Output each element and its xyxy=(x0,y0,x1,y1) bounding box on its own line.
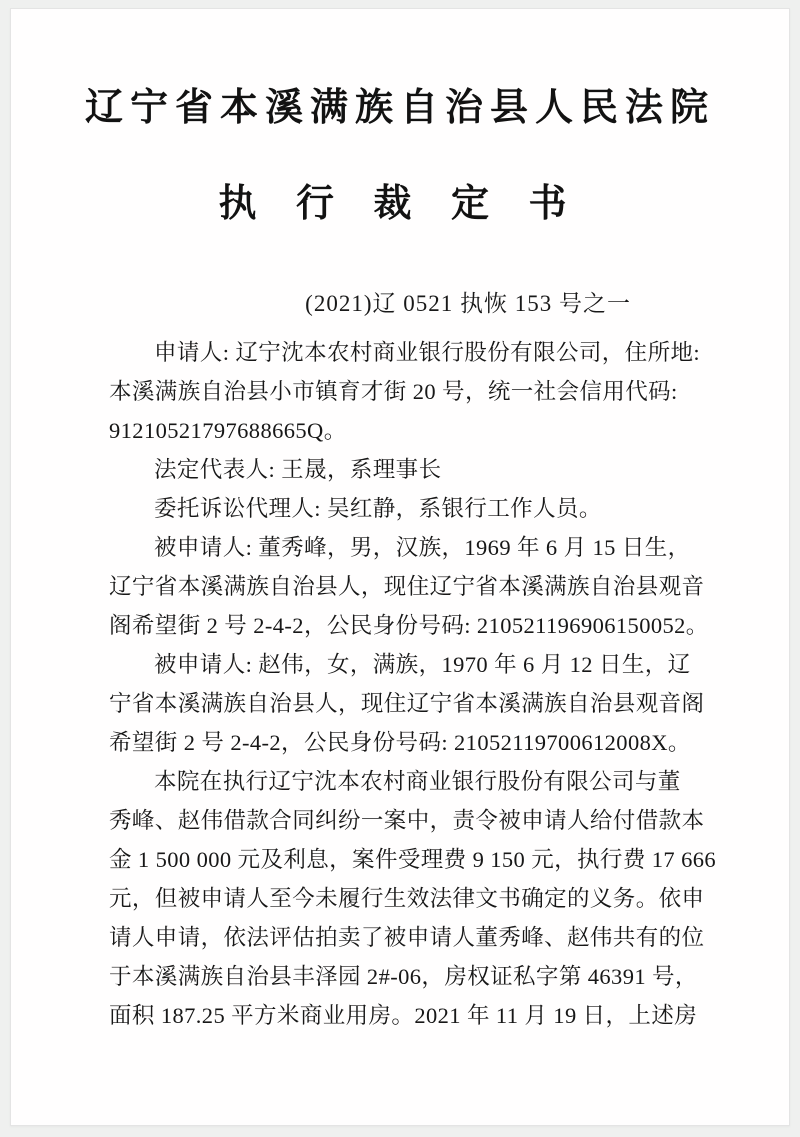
doc-line: 秀峰、赵伟借款合同纠纷一案中，责令被申请人给付借款本 xyxy=(109,808,705,834)
doc-line: 被申请人: 董秀峰，男，汉族，1969 年 6 月 15 日生， xyxy=(154,535,691,561)
doc-line: 申请人: 辽宁沈本农村商业银行股份有限公司，住所地: xyxy=(154,340,701,366)
doc-line: 法定代表人: 王晟，系理事长 xyxy=(154,457,442,483)
doc-line: 委托诉讼代理人: 吴红静，系银行工作人员。 xyxy=(154,496,602,522)
court-name-title: 辽宁省本溪满族自治县人民法院 xyxy=(84,87,715,129)
doc-line: 91210521797688665Q。 xyxy=(109,418,347,444)
doc-line: 元，但被申请人至今未履行生效法律文书确定的义务。依申 xyxy=(109,886,705,912)
doc-line: 被申请人: 赵伟，女，满族，1970 年 6 月 12 日生，辽 xyxy=(154,652,691,678)
doc-line: 辽宁省本溪满族自治县人，现住辽宁省本溪满族自治县观音 xyxy=(109,574,705,600)
doc-line: 宁省本溪满族自治县人，现住辽宁省本溪满族自治县观音阁 xyxy=(109,691,705,717)
document-page xyxy=(10,8,790,1126)
doc-line: 于本溪满族自治县丰泽园 2#-06，房权证私字第 46391 号， xyxy=(109,964,698,990)
doc-line: 面积 187.25 平方米商业用房。2021 年 11 月 19 日，上述房 xyxy=(109,1003,698,1029)
doc-line: 希望街 2 号 2-4-2，公民身份号码: 21052119700612008X。 xyxy=(109,730,691,756)
document-body xyxy=(11,333,789,1035)
case-number: (2021)辽 0521 执恢 153 号之一 xyxy=(305,290,631,316)
doc-line: 本溪满族自治县小市镇育才街 20 号，统一社会信用代码: xyxy=(109,379,678,405)
doc-line: 金 1 500 000 元及利息，案件受理费 9 150 元，执行费 17 666 xyxy=(109,847,717,873)
document-type-title: 执 行 裁 定 书 xyxy=(218,182,582,225)
doc-line: 请人申请，依法评估拍卖了被申请人董秀峰、赵伟共有的位 xyxy=(109,925,705,951)
doc-line: 本院在执行辽宁沈本农村商业银行股份有限公司与董 xyxy=(154,769,681,795)
doc-line: 阁希望街 2 号 2-4-2，公民身份号码: 210521196906150052。 xyxy=(109,613,709,639)
